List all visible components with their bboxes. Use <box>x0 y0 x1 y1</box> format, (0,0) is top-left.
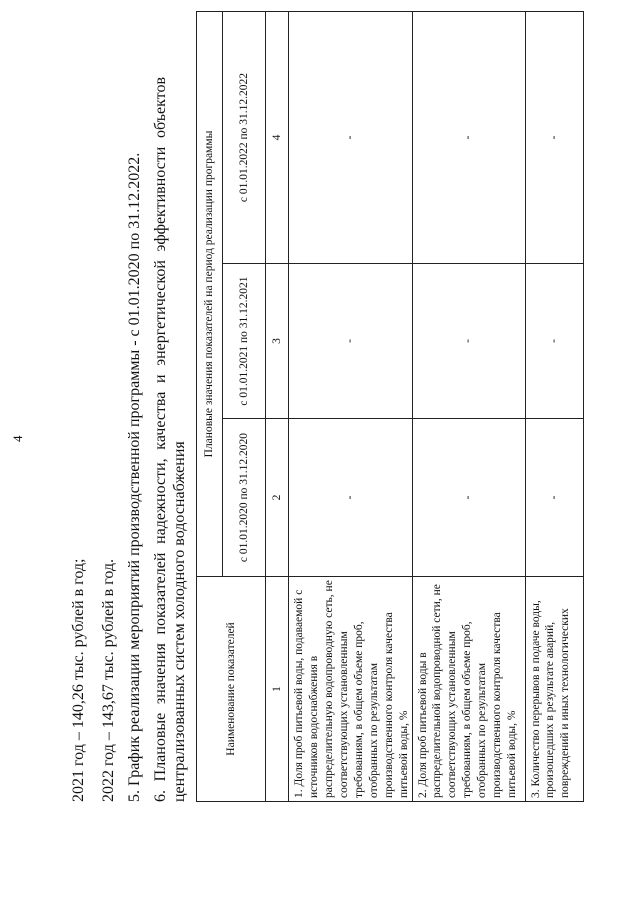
table-row <box>412 12 525 802</box>
header-name: Наименование показателей <box>197 577 266 802</box>
header-number-1: 1 <box>266 577 289 802</box>
row-3-value-2020: - <box>525 419 583 577</box>
header-period-2021: с 01.01.2021 по 31.12.2021 <box>223 264 266 419</box>
header-number-3: 3 <box>266 264 289 419</box>
section-6-heading: 6. Плановые значения показателей надежности, качества и энергетической эффективности объектов <box>152 77 169 802</box>
page-number: 4 <box>10 435 25 442</box>
table-row <box>525 12 583 802</box>
header-period-2020: с 01.01.2020 по 31.12.2020 <box>223 419 266 577</box>
row-2-name: 2. Доля проб питьевой воды в распределительной водопроводной сети, не соответствующих установленным требованиям, в общем объеме проб, отобранных по результатам производственного контроля качества питьевой воды, % <box>412 577 525 802</box>
header-group: Плановые значения показателей на период реализации программы <box>197 12 223 577</box>
row-3-value-2021: - <box>525 264 583 419</box>
row-3-name: 3. Количество перерывов в подаче воды, произошедших в результате аварий, повреждений и иных технологических <box>525 577 583 802</box>
row-2-value-2020: - <box>412 419 525 577</box>
header-number-4: 4 <box>266 12 289 264</box>
row-1-value-2022: - <box>289 12 413 264</box>
header-number-2: 2 <box>266 419 289 577</box>
header-period-2022: с 01.01.2022 по 31.12.2022 <box>223 12 266 264</box>
text-line-2021: 2021 год – 140,26 тыс. рублей в год; <box>70 558 87 802</box>
row-1-name: 1. Доля проб питьевой воды, подаваемой с источников водоснабжения в распределительную водопроводную сеть, не соответствующих установленным требованиям, в общем объеме проб, отобранных по результатам производственного контроля качества питьевой воды, % <box>289 577 413 802</box>
section-5-schedule: 5. График реализации мероприятий производственной программы - с 01.01.2020 по 31.12.2022. <box>126 152 143 802</box>
section-6-heading-cont: централизованных систем холодного водоснабжения <box>171 441 188 802</box>
row-3-value-2022: - <box>525 12 583 264</box>
row-1-value-2020: - <box>289 419 413 577</box>
table-row <box>289 12 413 802</box>
indicators-table <box>196 11 584 802</box>
text-line-2022: 2022 год – 143,67 тыс. рублей в год. <box>100 558 117 802</box>
row-2-value-2021: - <box>412 264 525 419</box>
row-2-value-2022: - <box>412 12 525 264</box>
row-1-value-2021: - <box>289 264 413 419</box>
